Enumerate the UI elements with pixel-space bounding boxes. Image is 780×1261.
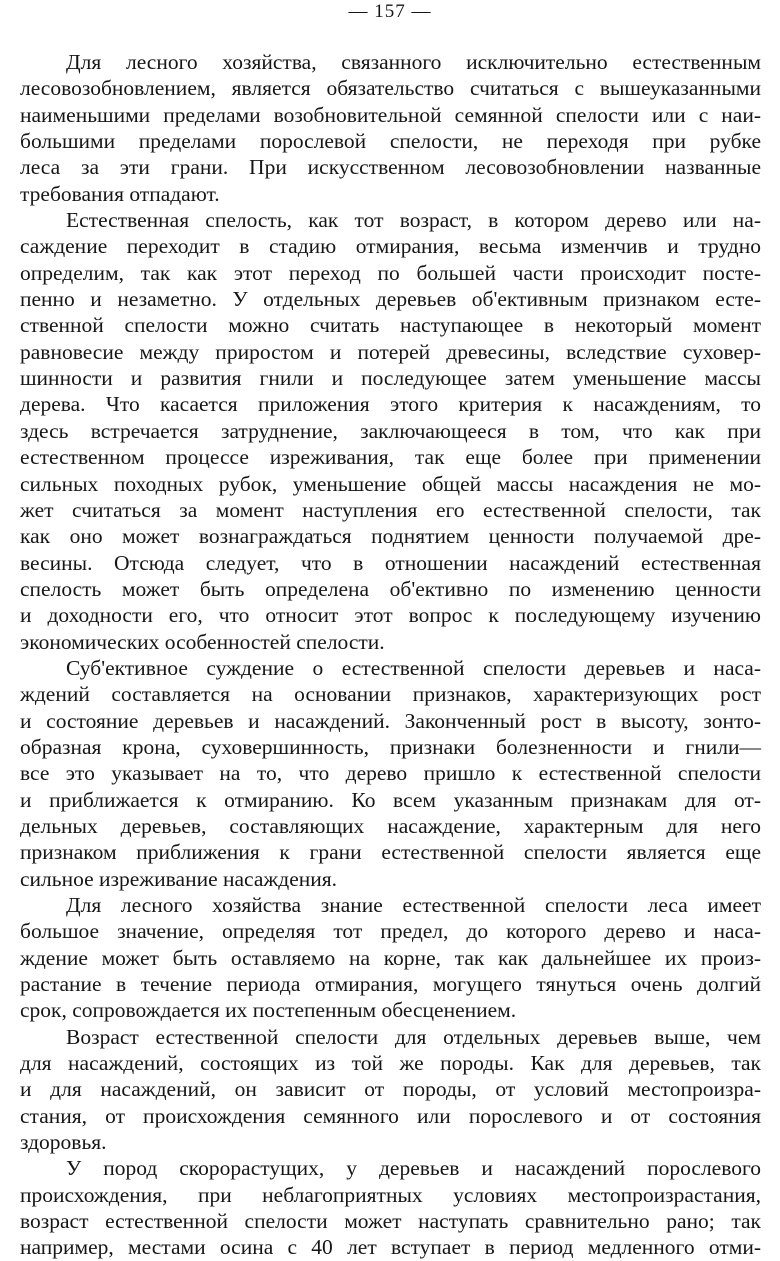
text-line: большими пределами порослевой спелости, не переходя при рубке xyxy=(20,129,761,154)
text-line: большое значение, определяя тот предел, до которого дерево и наса- xyxy=(20,919,761,944)
text-line: и доходности его, что относит этот вопрос к последующему изучению xyxy=(20,603,761,628)
text-line: леса за эти грани. При искусственном лесовозобновлении названные xyxy=(20,155,761,180)
text-line: ждение может быть оставляемо на корне, так как дальнейшее их произ- xyxy=(20,945,761,970)
text-line: сильных походных рубок, уменьшение общей массы насаждения не мо- xyxy=(20,471,761,496)
text-line: для насаждений, состоящих из той же породы. Как для деревьев, так xyxy=(20,1051,761,1076)
paragraph xyxy=(20,49,761,207)
text-line: дерева. Что касается приложения этого критерия к насаждениям, то xyxy=(20,392,761,417)
text-line: стания, от происхождения семянного или порослевого и от состояния xyxy=(20,1103,761,1128)
text-line: образная крона, суховершинность, признаки болезненности и гнили— xyxy=(20,734,761,759)
text-line: определим, так как этот переход по большей части происходит посте- xyxy=(20,260,761,285)
text-line: равновесие между приростом и потерей древесины, вследствие суховер- xyxy=(20,339,761,364)
text-line: здесь встречается затруднение, заключающееся в том, что как при xyxy=(20,418,761,443)
text-line: спелость может быть определена об'ективно по изменению ценности xyxy=(20,576,761,601)
text-line: срок, сопровождается их постепенным обесценением. xyxy=(20,998,517,1023)
text-line: наименьшими пределами возобновительной семянной спелости или с наи- xyxy=(20,102,761,127)
text-line: Для лесного хозяйства знание естественной спелости леса имеет xyxy=(66,893,761,917)
text-line: ственной спелости можно считать наступающее в некоторый момент xyxy=(20,313,761,338)
body-text xyxy=(20,49,761,1261)
text-line: естественном процессе изреживания, так еще более при применении xyxy=(20,445,761,470)
text-line: пенно и незаметно. У отдельных деревьев об'ективным признаком есте- xyxy=(20,287,761,312)
text-line: все это указывает на то, что дерево пришло к естественной спелости xyxy=(20,761,761,786)
text-line: жет считаться за момент наступления его естественной спелости, так xyxy=(20,497,761,522)
text-line: здоровья. xyxy=(20,1130,107,1155)
text-line: Суб'ективное суждение о естественной спелости деревьев и наса- xyxy=(66,655,761,680)
page-number: — 157 — xyxy=(348,1,432,22)
text-line: и для насаждений, он зависит от породы, от условий местопроизра- xyxy=(20,1077,761,1102)
text-line: экономических особенностей спелости. xyxy=(20,629,385,654)
text-line: возраст естественной спелости может наступать сравнительно рано; так xyxy=(20,1209,761,1234)
text-line: У пород скорорастущих, у деревьев и насаждений порослевого xyxy=(66,1156,761,1181)
text-line: например, местами осина с 40 лет вступает в период медленного отми- xyxy=(20,1235,761,1260)
text-line: ждений составляется на основании признаков, характеризующих рост xyxy=(20,682,761,707)
text-line: требования отпадают. xyxy=(20,181,220,206)
text-line: Для лесного хозяйства, связанного исключительно естественным xyxy=(66,50,761,74)
text-line: растание в течение периода отмирания, могущего тянуться очень долгий xyxy=(20,972,761,997)
text-line: шинности и развития гнили и последующее затем уменьшение массы xyxy=(20,366,761,391)
text-line: Возраст естественной спелости для отдельных деревьев выше, чем xyxy=(66,1024,761,1049)
paragraph xyxy=(20,655,761,892)
text-line: и приближается к отмиранию. Ко всем указанным признакам для от- xyxy=(20,787,761,812)
text-line: весины. Отсюда следует, что в отношении насаждений естественная xyxy=(20,550,761,575)
paragraph xyxy=(20,1024,761,1156)
paragraph xyxy=(20,892,761,1024)
text-line: и состояние деревьев и насаждений. Законченный рост в высоту, зонто- xyxy=(20,708,761,733)
paragraph xyxy=(20,207,761,655)
text-line: происхождения, при неблагоприятных условиях местопроизрастания, xyxy=(20,1182,761,1207)
text-line: Естественная спелость, как тот возраст, в котором дерево или на- xyxy=(66,208,761,233)
text-line: сильное изреживание насаждения. xyxy=(20,866,338,891)
text-line: саждение переходит в стадию отмирания, весьма изменчив и трудно xyxy=(20,234,761,259)
text-line: признаком приближения к грани естественной спелости является еще xyxy=(20,840,761,865)
paragraph xyxy=(20,1155,761,1260)
text-line: дельных деревьев, составляющих насаждение, характерным для него xyxy=(20,813,761,838)
text-line: как оно может вознаграждаться поднятием ценности получаемой дре- xyxy=(20,524,761,549)
text-line: лесовозобновлением, является обязательство считаться с вышеуказанными xyxy=(20,76,761,101)
